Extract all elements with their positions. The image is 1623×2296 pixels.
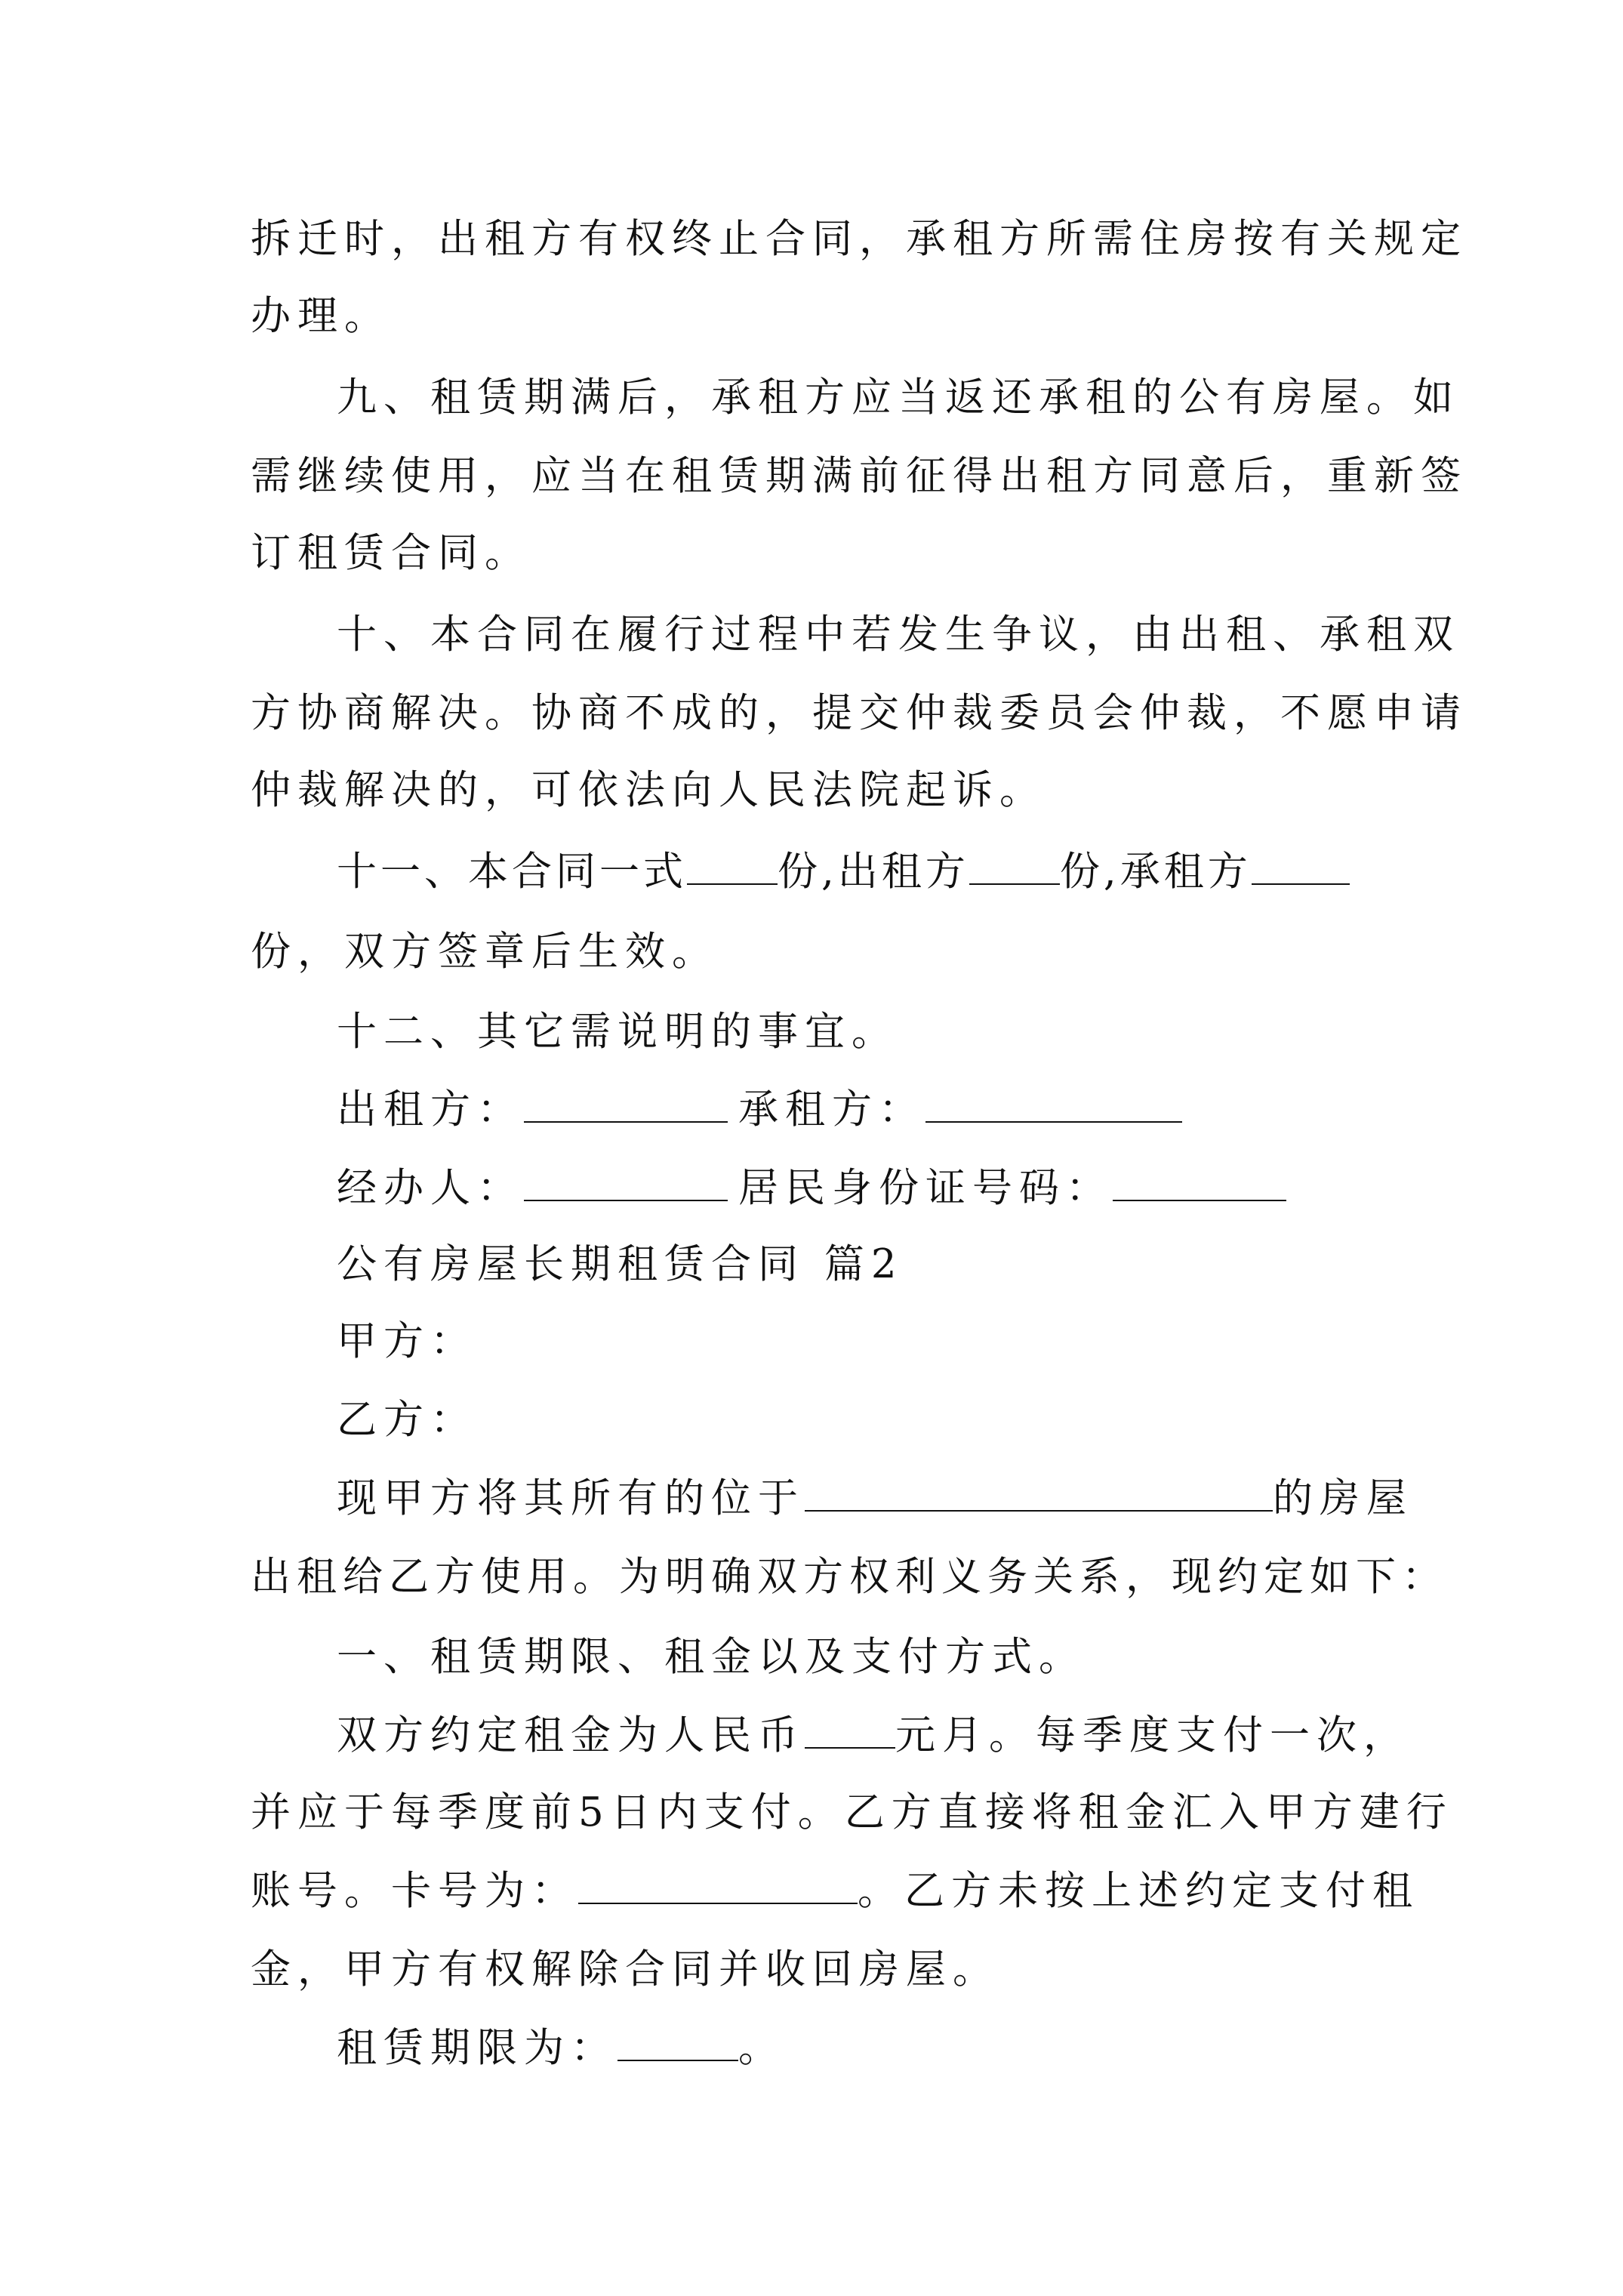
blank-copies-lessor [969, 849, 1060, 885]
text-segment: 。乙方未按上述约定支付租 [858, 1868, 1419, 1914]
text-line: 订租赁合同。 [251, 530, 531, 576]
party-b-label: 乙方： [337, 1397, 477, 1443]
blank-copies-lessee [1252, 849, 1350, 885]
text-segment: 十一、本合同一式 [337, 849, 687, 895]
clause-10: 十、本合同在履行过程中若发生争议，由出租、承租双 [337, 612, 1460, 658]
text-segment: 现甲方将其所有的位于 [337, 1475, 805, 1521]
text-segment: 元月。每季度支付一次， [895, 1712, 1410, 1758]
text-line: 仲裁解决的，可依法向人民法院起诉。 [251, 767, 1046, 813]
clause-11 [337, 846, 1350, 898]
signature-lessor-lessee [337, 1083, 1182, 1136]
signature-agent-id [337, 1162, 1286, 1215]
blank-copies-total [687, 849, 778, 885]
text-segment: 的房屋 [1273, 1475, 1413, 1521]
text-segment: 租赁期限为： [337, 2025, 617, 2071]
blank-id-number [1113, 1165, 1286, 1201]
label-lessee: 承租方： [738, 1086, 925, 1133]
text-line: 并应于每季度前5日内支付。乙方直接将租金汇入甲方建行 [251, 1789, 1453, 1835]
text-segment: 份,出租方 [778, 849, 969, 895]
property-location-line [337, 1472, 1413, 1525]
lease-term-line [337, 2022, 785, 2075]
text-line: 方协商解决。协商不成的，提交仲裁委员会仲裁，不愿申请 [251, 690, 1467, 736]
text-line: 办理。 [251, 293, 391, 339]
section-title: 公有房屋长期租赁合同 篇2 [337, 1241, 904, 1287]
party-a-label: 甲方： [337, 1318, 477, 1364]
label-lessor: 出租方： [337, 1086, 524, 1133]
text-segment: 账号。卡号为： [251, 1868, 578, 1914]
rent-amount-line [337, 1709, 1410, 1762]
label-agent: 经办人： [337, 1165, 524, 1211]
blank-card-number [578, 1868, 858, 1904]
text-segment: 。 [738, 2025, 785, 2071]
text-line: 拆迁时，出租方有权终止合同，承租方所需住房按有关规定 [251, 216, 1467, 262]
text-line: 份，双方签章后生效。 [251, 929, 719, 975]
clause-12: 十二、其它需说明的事宜。 [337, 1009, 898, 1055]
blank-agent [524, 1165, 728, 1201]
text-segment: 双方约定租金为人民币 [337, 1712, 805, 1758]
text-segment: 份,承租方 [1059, 849, 1252, 895]
blank-lessor [524, 1086, 728, 1123]
text-line: 金，甲方有权解除合同并收回房屋。 [251, 1946, 999, 1992]
blank-lessee [925, 1086, 1182, 1123]
label-id-number: 居民身份证号码： [738, 1165, 1113, 1211]
card-number-line [251, 1865, 1419, 1918]
clause-9: 九、租赁期满后，承租方应当返还承租的公有房屋。如 [337, 374, 1460, 421]
blank-property-location [805, 1475, 1273, 1512]
text-line: 出租给乙方使用。为明确双方权利义务关系，现约定如下： [251, 1554, 1448, 1600]
text-line: 需继续使用，应当在租赁期满前征得出租方同意后，重新签 [251, 453, 1467, 499]
clause-1-heading: 一、租赁期限、租金以及支付方式。 [337, 1634, 1086, 1680]
blank-rent-amount [805, 1712, 895, 1749]
blank-lease-term [617, 2025, 738, 2061]
